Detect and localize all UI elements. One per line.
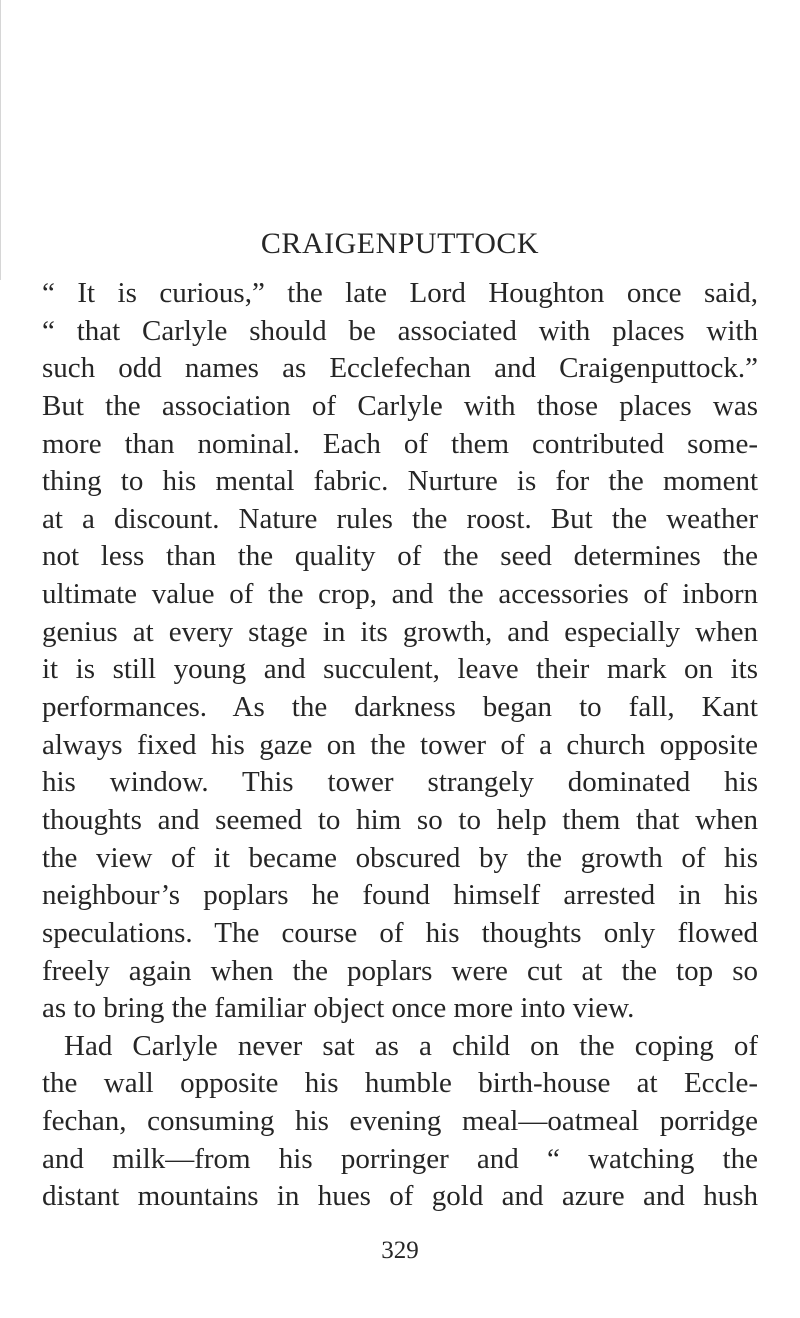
text-line: performances. As the darkness began to fall, Kant xyxy=(42,691,758,724)
body-text xyxy=(42,275,758,1216)
text-line: genius at every stage in its growth, and especially when xyxy=(42,615,758,648)
text-line: the view of it became obscured by the growth of his xyxy=(42,841,758,874)
text-line: it is still young and succulent, leave their mark on its xyxy=(42,653,758,686)
text-line: “ It is curious,” the late Lord Houghton once said, xyxy=(42,277,758,309)
text-line: distant mountains in hues of gold and azure and hush xyxy=(42,1180,758,1213)
text-line: ultimate value of the crop, and the accessories of inborn xyxy=(42,578,758,611)
text-line: “ that Carlyle should be associated with places with xyxy=(42,314,758,347)
text-line: such odd names as Ecclefechan and Craigenputtock.” xyxy=(42,352,758,385)
text-line: as to bring the familiar object once more into view. xyxy=(42,992,635,1025)
text-line: freely again when the poplars were cut at the top so xyxy=(42,954,758,987)
text-line: speculations. The course of his thoughts only flowed xyxy=(42,916,758,949)
text-line: Had Carlyle never sat as a child on the coping of xyxy=(64,1029,758,1062)
text-line: more than nominal. Each of them contributed some- xyxy=(42,427,758,460)
text-line: the wall opposite his humble birth-house at Eccle- xyxy=(42,1067,758,1100)
text-line: fechan, consuming his evening meal—oatmeal porridge xyxy=(42,1105,758,1138)
text-line: his window. This tower strangely dominated his xyxy=(42,766,758,799)
text-line: thing to his mental fabric. Nurture is for the moment xyxy=(42,465,758,498)
text-line: thoughts and seemed to him so to help them that when xyxy=(42,803,758,836)
text-line: at a discount. Nature rules the roost. But the weather xyxy=(42,502,758,535)
chapter-title: CRAIGENPUTTOCK xyxy=(260,227,540,260)
text-line: not less than the quality of the seed determines the xyxy=(42,540,758,573)
page-number: 329 xyxy=(381,1237,419,1264)
text-line: But the association of Carlyle with those places was xyxy=(42,389,758,422)
text-line: and milk—from his porringer and “ watching the xyxy=(42,1142,758,1175)
text-line: neighbour’s poplars he found himself arrested in his xyxy=(42,879,758,912)
text-line: always fixed his gaze on the tower of a church opposite xyxy=(42,728,758,761)
